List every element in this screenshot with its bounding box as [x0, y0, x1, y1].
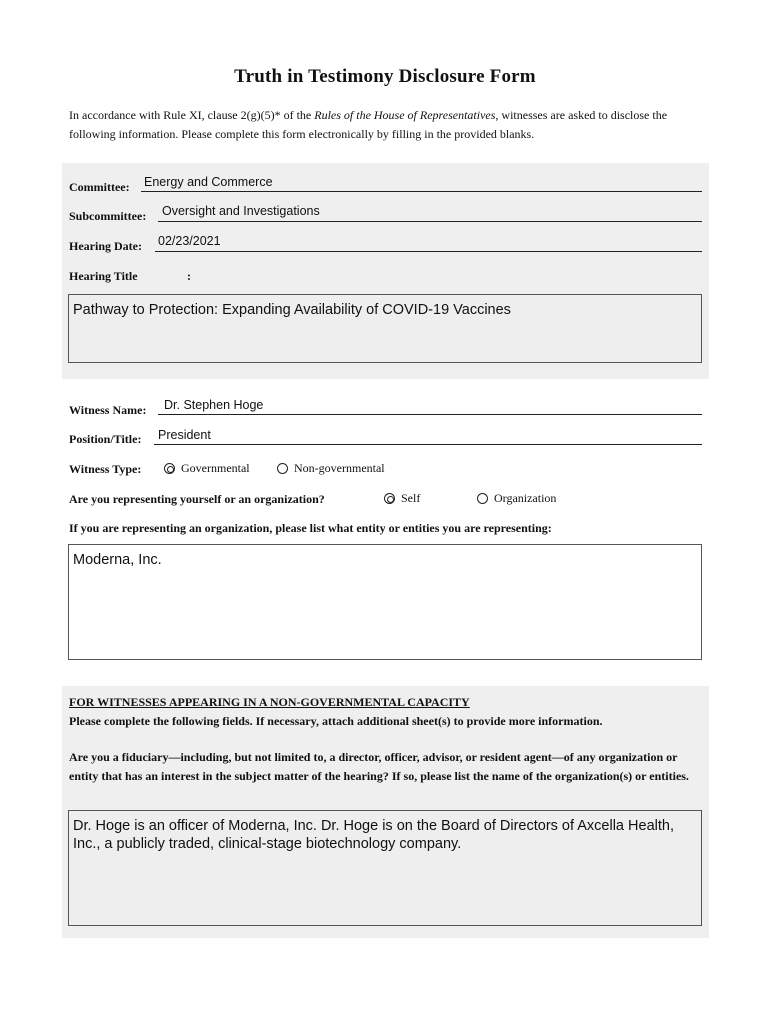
committee-field[interactable]: [141, 191, 702, 192]
representing-self-label: Self: [401, 491, 421, 505]
committee-value: Energy and Commerce: [144, 175, 273, 189]
witness-type-non-governmental[interactable]: [277, 461, 385, 476]
representing-label: Are you representing yourself or an organization?: [69, 492, 325, 506]
witness-name-value: Dr. Stephen Hoge: [164, 398, 264, 412]
entity-value: Moderna, Inc.: [73, 552, 162, 568]
hearing-title-field[interactable]: [68, 294, 702, 363]
non-governmental-heading: FOR WITNESSES APPEARING IN A NON-GOVERNMENTAL CAPACITY: [69, 695, 470, 709]
representing-organization[interactable]: [477, 491, 556, 506]
witness-type-governmental-label: Governmental: [181, 461, 250, 475]
non-governmental-instruction: Please complete the following fields. If necessary, attach additional sheet(s) to provide more information.: [69, 714, 603, 728]
representing-self[interactable]: [384, 491, 420, 506]
radio-icon[interactable]: [164, 463, 175, 474]
radio-icon[interactable]: [277, 463, 288, 474]
subcommittee-field[interactable]: [158, 221, 702, 222]
witness-name-field[interactable]: [158, 414, 702, 415]
entity-field[interactable]: [68, 544, 702, 660]
witness-type-governmental[interactable]: [164, 461, 250, 476]
hearing-date-value: 02/23/2021: [158, 234, 221, 248]
committee-label: Committee:: [69, 180, 130, 194]
entity-label: If you are representing an organization, please list what entity or entities you are representing:: [69, 521, 552, 535]
hearing-date-label: Hearing Date:: [69, 239, 142, 253]
form-title: Truth in Testimony Disclosure Form: [234, 66, 536, 87]
position-title-label: Position/Title:: [69, 432, 142, 446]
representing-organization-label: Organization: [494, 491, 557, 505]
witness-type-non-governmental-label: Non-governmental: [294, 461, 385, 475]
position-title-field[interactable]: [154, 444, 702, 445]
fiduciary-question: Are you a fiduciary—including, but not limited to, a director, officer, advisor, or resident agent—of any organization or entity that has an interest in the subject matter of the hearing? If so, please list the name of the organization(s) or entities.: [69, 750, 689, 783]
form-intro: [69, 106, 709, 144]
position-title-value: President: [158, 428, 211, 442]
intro-text-end: , witnesses are asked to disclose the following information. Please complete this form electronically by filling in the provided blanks.: [69, 108, 668, 141]
hearing-title-value: Pathway to Protection: Expanding Availability of COVID-19 Vaccines: [73, 302, 511, 318]
intro-text-rules-title: Rules of the House of Representatives: [314, 108, 496, 122]
fiduciary-answer-field[interactable]: [68, 810, 702, 926]
witness-type-label: Witness Type:: [69, 462, 142, 476]
radio-icon[interactable]: [477, 493, 488, 504]
hearing-title-colon: :: [187, 269, 191, 283]
intro-text-start: In accordance with Rule XI, clause 2(g)(5)* of the: [69, 108, 315, 122]
subcommittee-value: Oversight and Investigations: [162, 204, 320, 218]
fiduciary-answer-value: Dr. Hoge is an officer of Moderna, Inc. Dr. Hoge is on the Board of Directors of Axcella Health, Inc., a publicly traded, clinical-stage biotechnology company.: [73, 818, 674, 852]
witness-name-label: Witness Name:: [69, 403, 147, 417]
hearing-date-field[interactable]: [155, 251, 702, 252]
subcommittee-label: Subcommittee:: [69, 209, 147, 223]
hearing-title-label: Hearing Title: [69, 269, 138, 283]
radio-icon[interactable]: [384, 493, 395, 504]
